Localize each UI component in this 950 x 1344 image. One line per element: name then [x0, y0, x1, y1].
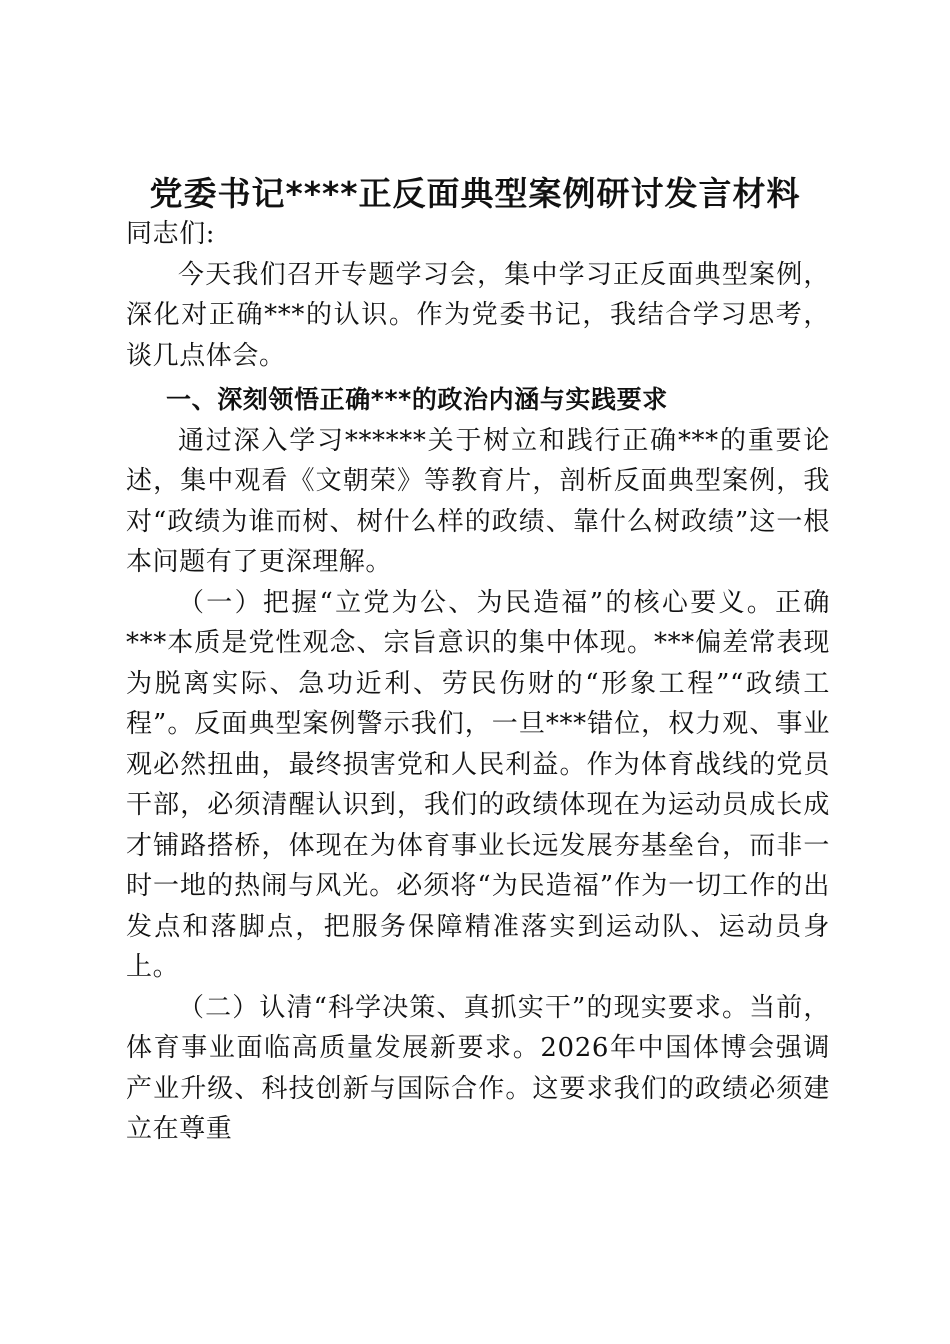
document-title: 党委书记****正反面典型案例研讨发言材料 [149, 174, 801, 213]
document-body [126, 214, 830, 1150]
section-heading-1: 一、深刻领悟正确***的政治内涵与实践要求 [166, 385, 668, 414]
subsection-1-paragraph: （一）把握“立党为公、为民造福”的核心要义。正确***本质是党性观念、宗旨意识的集中体现。***偏差常表现为脱离实际、急功近利、劳民伤财的“形象工程”“政绩工程”。反面典型案例警示我们，一旦***错位，权力观、事业观必然扭曲，最终损害党和人民利益。作为体育战线的党员干部，必须清醒认识到，我们的政绩体现在为运动员成长成才铺路搭桥，体现在为体育事业长远发展夯基垒台，而非一时一地的热闹与风光。必须将“为民造福”作为一切工作的出发点和落脚点，把服务保障精准落实到运动队、运动员身上。 [126, 587, 830, 982]
subsection-2-paragraph: （二）认清“科学决策、真抓实干”的现实要求。当前，体育事业面临高质量发展新要求。2026年中国体博会强调产业升级、科技创新与国际合作。这要求我们的政绩必须建立在尊重 [126, 992, 830, 1144]
intro-paragraph: 今天我们召开专题学习会，集中学习正反面典型案例，深化对正确***的认识。作为党委书记，我结合学习思考，谈几点体会。 [126, 259, 830, 371]
salutation: 同志们: [126, 219, 216, 249]
section-1-paragraph: 通过深入学习******关于树立和践行正确***的重要论述，集中观看《文朝荣》等教育片，剖析反面典型案例，我对“政绩为谁而树、树什么样的政绩、靠什么树政绩”这一根本问题有了更深理解。 [126, 425, 830, 577]
